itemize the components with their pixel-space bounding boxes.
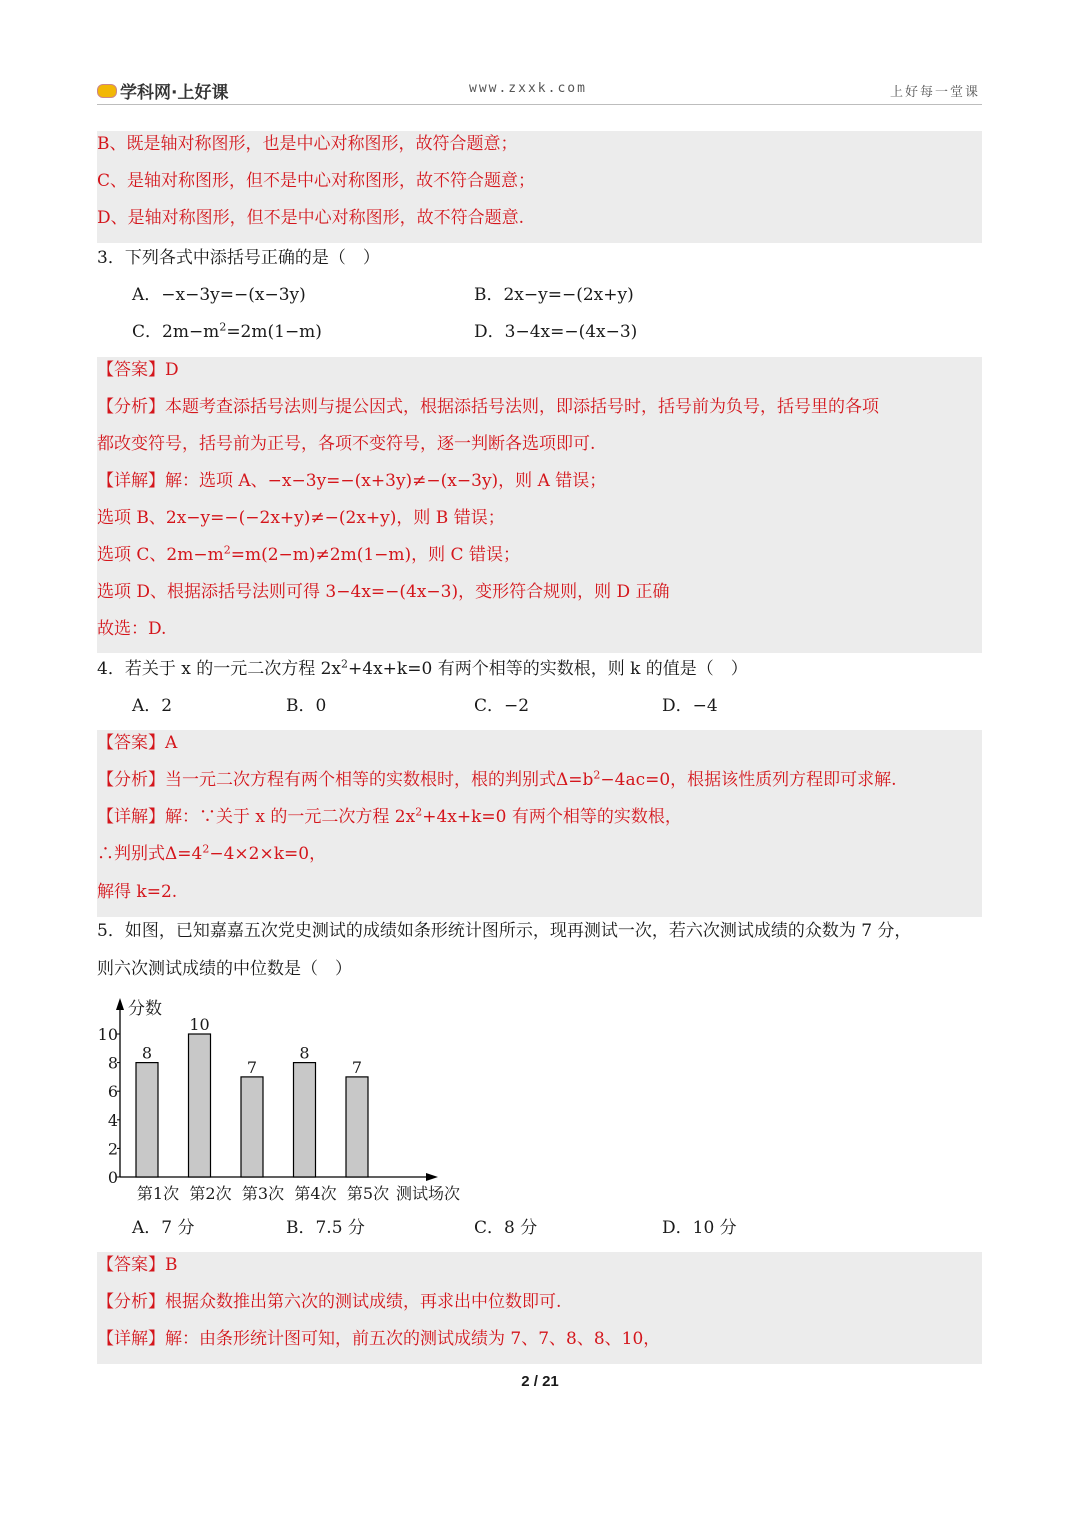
q3-analysis-line1: 【分析】本题考查添括号法则与提公因式，根据添括号法则，即添括号时，括号前为负号，括号里的各项 (97, 397, 879, 417)
bar-value-label: 7 (351, 1057, 363, 1077)
y-tick-label: 6 (107, 1082, 118, 1102)
bar-value-label: 8 (141, 1043, 153, 1063)
q5-stem-line1: 5．如图，已知嘉嘉五次党史测试的成绩如条形统计图所示，现再测试一次，若六次测试成绩的众数为 7 分， (97, 921, 912, 941)
q5-stem-line2: 则六次测试成绩的中位数是（ ） (97, 959, 352, 979)
y-tick-label: 10 (97, 1025, 118, 1044)
bar (136, 1063, 158, 1177)
q4-option-a: A．2 (132, 696, 173, 716)
q3-detail-line1: 【详解】解：选项 A、−x−3y=−(x+3y)≠−(x−3y)，则 A 错误； (97, 471, 607, 491)
x-category-label: 第3次 (241, 1184, 285, 1203)
q4-stem: 4．若关于 x 的一元二次方程 $2x^2+4x+k=0$ 有两个相等的实数根，则 k 的值是（ ） (97, 657, 748, 679)
x-axis-arrow-icon (426, 1173, 438, 1181)
bar (189, 1034, 211, 1177)
y-tick-label: 2 (107, 1139, 118, 1159)
q5-detail: 【详解】解：由条形统计图可知，前五次的测试成绩为 7、7、8、8、10， (97, 1329, 661, 1349)
q4-option-d: D．−4 (662, 696, 718, 716)
slogan: 上好每一堂课 (889, 85, 980, 100)
x-category-label: 第2次 (189, 1184, 232, 1203)
page-number: 2 / 21 (521, 1373, 559, 1390)
y-tick-label: 8 (107, 1053, 118, 1073)
q5-option-c: C．8 分 (474, 1218, 538, 1238)
q5-option-d: D．10 分 (662, 1218, 737, 1238)
brand-logo (97, 78, 228, 103)
q3-option-a: A．−x−3y=−(x−3y) (132, 285, 306, 305)
logo-text: 学科网·上好课 (120, 83, 229, 103)
q5-answer: 【答案】B (97, 1255, 178, 1275)
bar-chart (90, 990, 490, 1210)
q3-detail-line2: 选项 B、2x−y=−(−2x+y)≠−(2x+y)，则 B 错误； (97, 508, 505, 528)
q3-stem: 3．下列各式中添括号正确的是（ ） (97, 248, 380, 268)
q3-option-b: B．2x−y=−(2x+y) (474, 285, 634, 305)
site-url: www.zxxk.com (469, 81, 587, 96)
x-category-label: 第1次 (136, 1184, 180, 1203)
q3-detail-line4: 选项 D、根据添括号法则可得 3−4x=−(4x−3)，变形符合规则，则 D 正确 (97, 582, 670, 602)
y-tick-label: 4 (107, 1110, 118, 1130)
x-category-label: 第5次 (346, 1184, 390, 1203)
bar-value-label: 10 (189, 1015, 210, 1034)
q5-option-b: B．7.5 分 (286, 1218, 365, 1238)
q3-conclusion: 故选：D. (97, 619, 167, 639)
q4-option-c: C．−2 (474, 696, 530, 716)
bar (346, 1077, 368, 1177)
bar (294, 1063, 316, 1177)
bar-value-label: 8 (299, 1043, 310, 1063)
bar (241, 1077, 263, 1177)
bar-value-label: 7 (246, 1057, 258, 1077)
q4-analysis: 【分析】当一元二次方程有两个相等的实数根时，根的判别式$\Delta=b^2-4ac=0$，根据该性质列方程即可求解. (97, 768, 897, 790)
owl-logo-icon (97, 84, 117, 98)
prev-option-c: C、是轴对称图形，但不是中心对称图形，故不符合题意； (97, 171, 536, 191)
y-tick-label: 0 (107, 1168, 118, 1187)
x-category-label: 第4次 (294, 1184, 337, 1203)
x-axis-label: 测试场次 (396, 1184, 461, 1203)
q4-detail-line3: 解得 k=2. (97, 882, 178, 902)
q5-option-a: A．7 分 (132, 1218, 195, 1238)
q4-answer: 【答案】A (97, 733, 178, 753)
y-axis-label: 分数 (128, 999, 162, 1019)
q3-option-c: C．$2m-m^2=2m(1-m)$ (132, 320, 322, 342)
prev-option-b: B、既是轴对称图形，也是中心对称图形，故符合题意； (97, 134, 518, 154)
page-header (97, 72, 982, 105)
prev-option-d: D、是轴对称图形，但不是中心对称图形，故不符合题意. (97, 208, 525, 228)
y-axis-arrow-icon (116, 998, 124, 1010)
q3-analysis-line2: 都改变符号，括号前为正号，各项不变符号，逐一判断各选项即可. (97, 434, 596, 454)
q3-answer: 【答案】D (97, 360, 179, 380)
q4-option-b: B．0 (286, 696, 327, 716)
q4-detail-line1: 【详解】解：∵关于 x 的一元二次方程 $2x^2+4x+k=0$ 有两个相等的实数根， (97, 805, 682, 827)
q3-option-d: D．3−4x=−(4x−3) (474, 322, 638, 342)
q4-detail-line2: ∴判别式$\Delta=4^2-4\times 2\times k=0$， (97, 842, 327, 864)
q3-detail-line3: 选项 C、$2m-m^2=m(2-m)\ne 2m(1-m)$，则 C 错误； (97, 543, 520, 565)
q5-analysis: 【分析】根据众数推出第六次的测试成绩，再求出中位数即可. (97, 1292, 562, 1312)
